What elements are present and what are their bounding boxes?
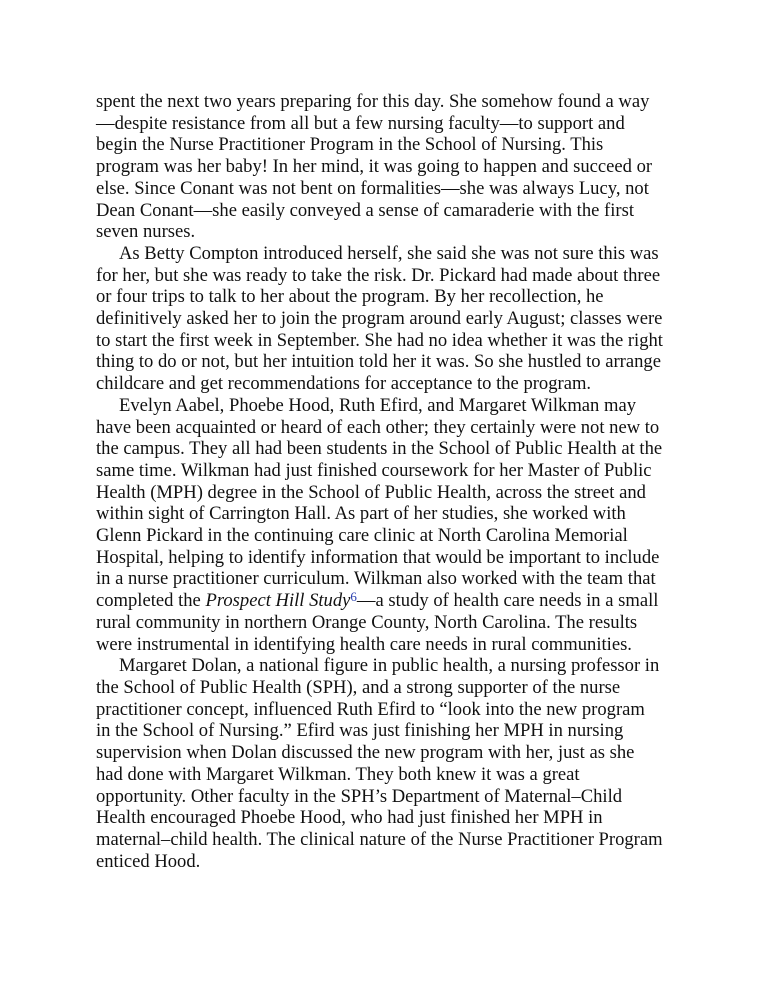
text-line: else. Since Conant was not bent on formalities—she was always Lucy, not — [96, 177, 649, 199]
text-line: in the School of Nursing.” Efird was just finishing her MPH in nursing — [96, 720, 624, 742]
paragraph-4 — [96, 655, 686, 872]
text-line: opportunity. Other faculty in the SPH’s Department of Maternal–Child — [96, 785, 623, 807]
paragraph-1 — [96, 91, 686, 243]
text-segment: —a study of health care needs in a small — [356, 590, 659, 612]
text-line: the campus. They all had been students in the School of Public Health at the — [96, 438, 663, 460]
text-line: Margaret Dolan, a national figure in public health, a nursing professor in — [119, 655, 660, 677]
text-line: for her, but she was ready to take the risk. Dr. Pickard had made about three — [96, 264, 661, 286]
text-line: As Betty Compton introduced herself, she said she was not sure this was — [119, 242, 659, 264]
text-line: or four trips to talk to her about the program. By her recollection, he — [96, 286, 604, 308]
footnote-reference[interactable]: 6 — [350, 589, 357, 605]
text-segment: completed the — [96, 590, 206, 612]
text-line: spent the next two years preparing for this day. She somehow found a way — [96, 91, 650, 112]
text-line: practitioner concept, influenced Ruth Efird to “look into the new program — [96, 698, 645, 720]
text-line: definitively asked her to join the program around early August; classes were — [96, 308, 663, 330]
text-line: Health (MPH) degree in the School of Public Health, across the street and — [96, 481, 646, 503]
text-line: Hospital, helping to identify information that would be important to include — [96, 546, 660, 568]
text-line: within sight of Carrington Hall. As part of her studies, she worked with — [96, 503, 626, 525]
text-line: —despite resistance from all but a few nursing faculty—to support and — [96, 112, 625, 134]
text-line: supervision when Dolan discussed the new program with her, just as she — [96, 742, 635, 764]
text-line: Health encouraged Phoebe Hood, who had just finished her MPH in — [96, 807, 603, 829]
text-line: had done with Margaret Wilkman. They both knew it was a great — [96, 763, 580, 785]
text-line: in a nurse practitioner curriculum. Wilkman also worked with the team that — [96, 568, 656, 590]
text-line: enticed Hood. — [96, 850, 201, 872]
text-line: were instrumental in identifying health care needs in rural communities. — [96, 633, 632, 655]
text-line: program was her baby! In her mind, it was going to happen and succeed or — [96, 156, 653, 178]
text-line: same time. Wilkman had just finished coursework for her Master of Public — [96, 459, 652, 481]
text-line: Dean Conant—she easily conveyed a sense of camaraderie with the first — [96, 199, 634, 221]
text-line: to start the first week in September. She had no idea whether it was the right — [96, 329, 663, 351]
text-line — [96, 590, 686, 612]
paragraph-3 — [96, 395, 686, 655]
text-line: have been acquainted or heard of each other; they certainly were not new to — [96, 416, 660, 438]
text-line: begin the Nurse Practitioner Program in the School of Nursing. This — [96, 134, 604, 156]
text-line: thing to do or not, but her intuition told her it was. So she hustled to arrange — [96, 351, 661, 373]
text-line: childcare and get recommendations for acceptance to the program. — [96, 373, 592, 395]
text-line: Glenn Pickard in the continuing care clinic at North Carolina Memorial — [96, 525, 628, 547]
body-text — [96, 91, 686, 872]
text-line: maternal–child health. The clinical nature of the Nurse Practitioner Program — [96, 828, 663, 850]
paragraph-2 — [96, 243, 686, 395]
text-line: Evelyn Aabel, Phoebe Hood, Ruth Efird, and Margaret Wilkman may — [119, 394, 637, 416]
text-line: seven nurses. — [96, 221, 196, 243]
text-line: rural community in northern Orange County, North Carolina. The results — [96, 611, 638, 633]
text-line: the School of Public Health (SPH), and a strong supporter of the nurse — [96, 676, 621, 698]
study-title: Prospect Hill Study — [205, 590, 351, 612]
